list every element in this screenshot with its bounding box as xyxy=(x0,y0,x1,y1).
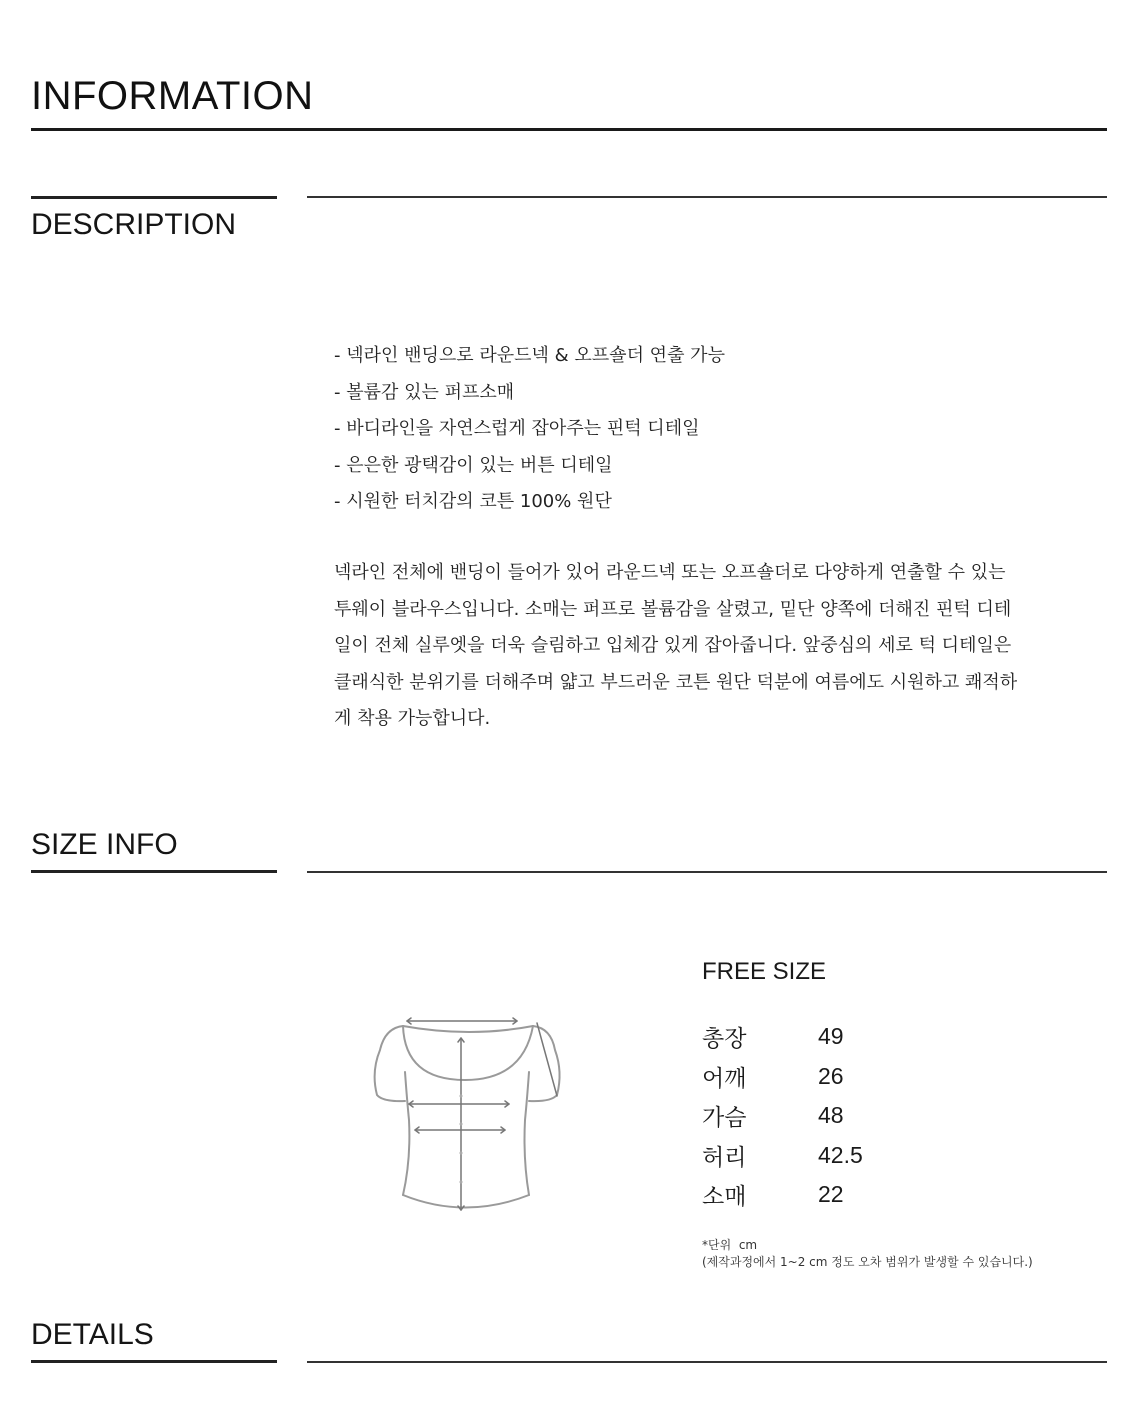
description-rule-left xyxy=(31,196,277,199)
size-row-label: 어깨 xyxy=(702,1065,747,1092)
description-heading: DESCRIPTION xyxy=(31,208,237,241)
size-row-length xyxy=(702,1017,863,1057)
description-bullet-list xyxy=(334,338,725,521)
size-info-rule-left xyxy=(31,870,277,873)
size-row-sleeve xyxy=(702,1175,863,1215)
bullet-item: - 바디라인을 자연스럽게 잡아주는 핀턱 디테일 xyxy=(334,418,700,439)
garment-measurement-diagram-icon xyxy=(365,1010,575,1220)
size-row-chest xyxy=(702,1096,863,1136)
title-divider xyxy=(31,128,1107,131)
size-note xyxy=(702,1237,1033,1271)
size-row-value: 49 xyxy=(818,1023,844,1050)
details-rule-right xyxy=(307,1361,1107,1363)
paragraph-line: 클래식한 분위기를 더해주며 얇고 부드러운 코튼 원단 덕분에 여름에도 시원하고 쾌적하 xyxy=(334,671,1018,693)
tolerance-note: (제작과정에서 1~2 cm 정도 오차 범위가 발생할 수 있습니다.) xyxy=(702,1255,1033,1269)
size-row-shoulder xyxy=(702,1057,863,1097)
details-rule-left xyxy=(31,1360,277,1363)
size-label: FREE SIZE xyxy=(702,958,827,985)
paragraph-line: 일이 전체 실루엣을 더욱 슬림하고 입체감 있게 잡아줍니다. 앞중심의 세로 턱 디테일은 xyxy=(334,635,1012,656)
size-row-label: 가슴 xyxy=(702,1105,747,1132)
paragraph-line: 넥라인 전체에 밴딩이 들어가 있어 라운드넥 또는 오프숄더로 다양하게 연출할 수 있는 xyxy=(334,562,1006,583)
unit-note: *단위 cm xyxy=(702,1238,758,1252)
paragraph-line: 투웨이 블라우스입니다. 소매는 퍼프로 볼륨감을 살렸고, 밑단 양쪽에 더해진 핀턱 디테 xyxy=(334,598,1012,620)
details-heading: DETAILS xyxy=(31,1318,154,1351)
size-info-heading: SIZE INFO xyxy=(31,828,178,861)
description-rule-right xyxy=(307,196,1107,198)
size-row-value: 48 xyxy=(818,1102,844,1129)
size-row-value: 42.5 xyxy=(818,1141,863,1168)
bullet-item: - 은은한 광택감이 있는 버튼 디테일 xyxy=(334,454,613,476)
size-row-label: 허리 xyxy=(702,1144,747,1171)
paragraph-line: 게 착용 가능합니다. xyxy=(334,708,491,729)
description-paragraph xyxy=(334,555,1094,738)
size-row-value: 22 xyxy=(818,1181,844,1208)
size-row-label: 총장 xyxy=(702,1026,747,1053)
bullet-item: - 넥라인 밴딩으로 라운드넥 & 오프숄더 연출 가능 xyxy=(334,345,725,366)
bullet-item: - 시원한 터치감의 코튼 100% 원단 xyxy=(334,491,612,512)
size-row-label: 소매 xyxy=(702,1184,747,1211)
size-row-waist xyxy=(702,1136,863,1176)
size-row-value: 26 xyxy=(818,1062,844,1089)
bullet-item: - 볼륨감 있는 퍼프소매 xyxy=(334,381,515,403)
size-table xyxy=(702,1017,863,1215)
size-info-rule-right xyxy=(307,871,1107,873)
page-title: INFORMATION xyxy=(31,74,314,118)
